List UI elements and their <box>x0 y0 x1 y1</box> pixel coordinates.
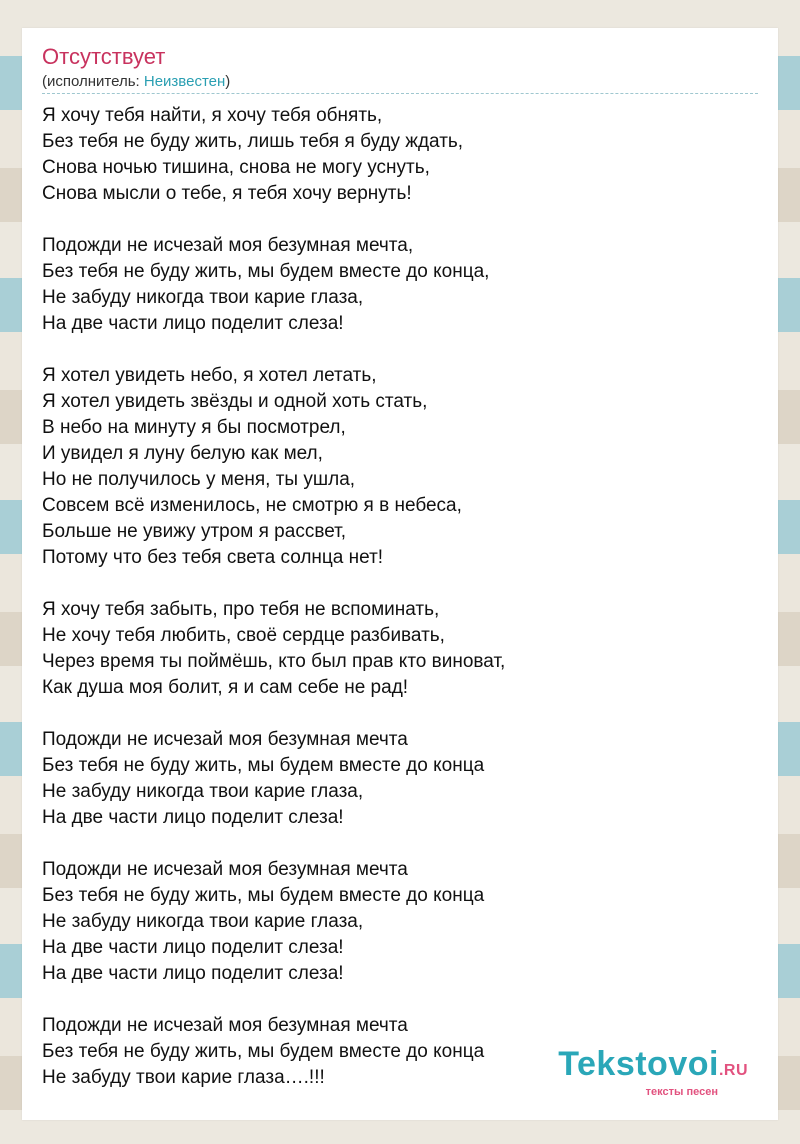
lyrics-line: Снова мысли о тебе, я тебя хочу вернуть! <box>42 183 412 204</box>
lyrics-line: Я хочу тебя забыть, про тебя не вспоминать, <box>42 599 440 620</box>
divider <box>42 93 758 94</box>
lyrics-line: На две части лицо поделит слеза! <box>42 937 344 958</box>
brand-name <box>558 1047 748 1088</box>
lyrics-sheet <box>22 28 778 1120</box>
lyrics-line: Как душа моя болит, я и сам себе не рад! <box>42 677 409 698</box>
lyrics-stanza <box>42 727 758 831</box>
lyrics-line: Не забуду никогда твои карие глаза, <box>42 287 364 308</box>
lyrics-line: Я хотел увидеть небо, я хотел летать, <box>42 365 377 386</box>
lyrics-line: Совсем всё изменилось, не смотрю я в небеса, <box>42 495 462 516</box>
lyrics-stanza <box>42 597 758 701</box>
lyrics-line: Без тебя не буду жить, мы будем вместе до конца <box>42 1041 485 1062</box>
artist-line <box>42 73 230 90</box>
lyrics-line: В небо на минуту я бы посмотрел, <box>42 417 346 438</box>
brand-tagline: тексты песен <box>645 1086 718 1098</box>
lyrics-line: Подожди не исчезай моя безумная мечта, <box>42 235 414 256</box>
brand-tld: .RU <box>718 1062 748 1079</box>
lyrics-line: Не забуду твои карие глаза….!!! <box>42 1067 325 1088</box>
lyrics-line: Я хочу тебя найти, я хочу тебя обнять, <box>42 105 383 126</box>
lyrics-line: Больше не увижу утром я рассвет, <box>42 521 347 542</box>
lyrics-line: Я хотел увидеть звёзды и одной хоть стать, <box>42 391 428 412</box>
lyrics-line: На две части лицо поделит слеза! <box>42 807 344 828</box>
lyrics-line: Без тебя не буду жить, мы будем вместе до конца, <box>42 261 490 282</box>
lyrics-stanza <box>42 103 758 207</box>
artist-link[interactable]: Неизвестен <box>143 73 226 90</box>
lyrics-stanza <box>42 857 758 987</box>
artist-suffix: ) <box>225 73 231 90</box>
lyrics-stanza <box>42 233 758 337</box>
song-title: Отсутствует <box>42 44 166 69</box>
brand-logo[interactable] <box>558 1047 748 1098</box>
lyrics-line: Не забуду никогда твои карие глаза, <box>42 781 364 802</box>
lyrics-line: Без тебя не буду жить, мы будем вместе до конца <box>42 755 485 776</box>
lyrics-line: Без тебя не буду жить, мы будем вместе до конца <box>42 885 485 906</box>
lyrics-line: На две части лицо поделит слеза! <box>42 313 344 334</box>
lyrics-line: И увидел я луну белую как мел, <box>42 443 323 464</box>
lyrics-line: Но не получилось у меня, ты ушла, <box>42 469 356 490</box>
artist-prefix: (исполнитель: <box>42 73 144 90</box>
lyrics-line: Подожди не исчезай моя безумная мечта <box>42 729 408 750</box>
lyrics-line: Снова ночью тишина, снова не могу уснуть, <box>42 157 430 178</box>
lyrics-line: Подожди не исчезай моя безумная мечта <box>42 1015 408 1036</box>
lyrics-body <box>42 103 758 1117</box>
brand-name-text: Tekstovoi <box>558 1045 719 1083</box>
lyrics-line: Без тебя не буду жить, лишь тебя я буду ждать, <box>42 131 464 152</box>
lyrics-line: Подожди не исчезай моя безумная мечта <box>42 859 408 880</box>
lyrics-stanza <box>42 363 758 571</box>
lyrics-line: Потому что без тебя света солнца нет! <box>42 547 384 568</box>
lyrics-line: Не забуду никогда твои карие глаза, <box>42 911 364 932</box>
lyrics-line: На две части лицо поделит слеза! <box>42 963 344 984</box>
lyrics-line: Не хочу тебя любить, своё сердце разбивать, <box>42 625 445 646</box>
lyrics-line: Через время ты поймёшь, кто был прав кто виноват, <box>42 651 506 672</box>
